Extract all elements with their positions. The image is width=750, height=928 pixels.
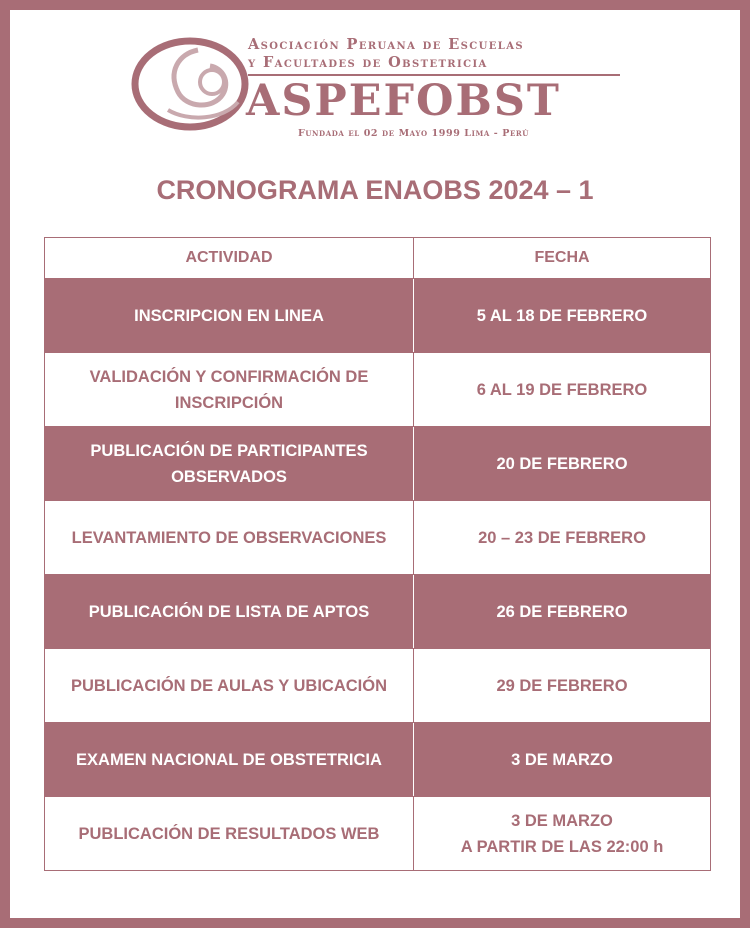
date-cell: 5 AL 18 DE FEBRERO — [414, 279, 711, 353]
table-header-row — [45, 238, 711, 279]
date-line-2: A PARTIR DE LAS 22:00 h — [460, 837, 664, 856]
date-cell: 6 AL 19 DE FEBRERO — [414, 353, 711, 427]
date-cell: 3 DE MARZO — [414, 723, 711, 797]
org-name-line-1: Asociación Peruana de Escuelas — [248, 36, 524, 53]
table-row — [45, 649, 711, 723]
org-logo — [120, 28, 630, 148]
date-cell — [414, 797, 711, 871]
schedule-table — [44, 237, 711, 871]
header-date: FECHA — [414, 238, 711, 279]
date-cell: 20 – 23 DE FEBRERO — [414, 501, 711, 575]
table-row — [45, 353, 711, 427]
logo-mother-child-icon — [128, 32, 258, 132]
table-row — [45, 279, 711, 353]
table-row — [45, 501, 711, 575]
date-cell: 26 DE FEBRERO — [414, 575, 711, 649]
org-name-line-2: y Facultades de Obstetricia — [248, 54, 488, 71]
activity-cell: VALIDACIÓN Y CONFIRMACIÓN DE INSCRIPCIÓN — [45, 353, 414, 427]
activity-cell: INSCRIPCION EN LINEA — [45, 279, 414, 353]
page-title: CRONOGRAMA ENAOBS 2024 – 1 — [156, 175, 594, 205]
activity-cell: LEVANTAMIENTO DE OBSERVACIONES — [45, 501, 414, 575]
date-cell: 20 DE FEBRERO — [414, 427, 711, 501]
activity-cell: PUBLICACIÓN DE AULAS Y UBICACIÓN — [45, 649, 414, 723]
activity-cell: EXAMEN NACIONAL DE OBSTETRICIA — [45, 723, 414, 797]
org-founded: Fundada el 02 de Mayo 1999 Lima - Perú — [298, 128, 530, 139]
date-line-1: 3 DE MARZO — [511, 811, 613, 830]
table-row — [45, 797, 711, 871]
activity-cell: PUBLICACIÓN DE LISTA DE APTOS — [45, 575, 414, 649]
table-row — [45, 575, 711, 649]
activity-cell: PUBLICACIÓN DE RESULTADOS WEB — [45, 797, 414, 871]
org-acronym: ASPEFOBST — [246, 76, 561, 126]
header-activity: ACTIVIDAD — [45, 238, 414, 279]
date-cell: 29 DE FEBRERO — [414, 649, 711, 723]
table-row — [45, 427, 711, 501]
activity-cell: PUBLICACIÓN DE PARTICIPANTES OBSERVADOS — [45, 427, 414, 501]
table-row — [45, 723, 711, 797]
